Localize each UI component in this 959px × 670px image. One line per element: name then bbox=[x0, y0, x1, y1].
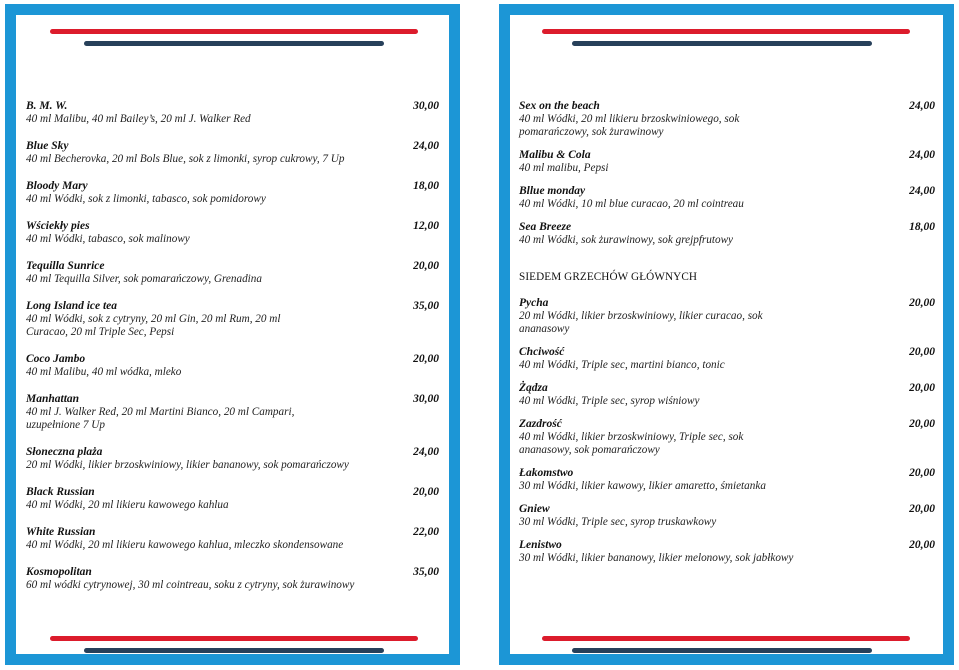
item-description: 40 ml J. Walker Red, 20 ml Martini Bianco, 20 ml Campari, uzupełnione 7 Up bbox=[26, 406, 295, 431]
item-name: Łakomstwo bbox=[519, 467, 574, 479]
item-name: White Russian bbox=[26, 526, 96, 538]
item-name: Blue Sky bbox=[26, 140, 69, 152]
menu-item bbox=[26, 566, 439, 592]
menu-item bbox=[519, 382, 935, 408]
item-price: 35,00 bbox=[413, 300, 439, 312]
menu-item bbox=[519, 297, 935, 336]
item-description: 40 ml malibu, Pepsi bbox=[519, 162, 609, 174]
item-price: 35,00 bbox=[413, 566, 439, 578]
menu-item bbox=[519, 503, 935, 529]
menu-item bbox=[26, 300, 439, 339]
item-description: 40 ml Wódki, tabasco, sok malinowy bbox=[26, 233, 190, 245]
menu-item bbox=[26, 526, 439, 552]
item-name: Zazdrość bbox=[519, 418, 562, 430]
item-description: 30 ml Wódki, Triple sec, syrop truskawkowy bbox=[519, 516, 717, 528]
item-description: 40 ml Wódki, sok żurawinowy, sok grejpfrutowy bbox=[519, 234, 734, 246]
item-price: 24,00 bbox=[413, 446, 439, 458]
section-title: SIEDEM GRZECHÓW GŁÓWNYCH bbox=[519, 271, 698, 283]
item-price: 20,00 bbox=[909, 346, 935, 358]
item-name: Żądza bbox=[519, 382, 548, 394]
item-name: Bloody Mary bbox=[26, 180, 88, 192]
red-stripe-bottom bbox=[542, 636, 910, 641]
item-price: 20,00 bbox=[413, 353, 439, 365]
menu-page-right bbox=[499, 4, 954, 665]
item-price: 24,00 bbox=[413, 140, 439, 152]
red-stripe-bottom bbox=[50, 636, 418, 641]
item-price: 20,00 bbox=[413, 260, 439, 272]
menu-item bbox=[26, 100, 439, 126]
item-price: 20,00 bbox=[909, 418, 935, 430]
item-price: 30,00 bbox=[413, 100, 439, 112]
item-price: 30,00 bbox=[413, 393, 439, 405]
item-name: Sea Breeze bbox=[519, 221, 572, 233]
menu-item bbox=[26, 260, 439, 286]
item-description: 20 ml Wódki, likier brzoskwiniowy, likier bananowy, sok pomarańczowy bbox=[26, 459, 349, 471]
item-description: 40 ml Wódki, 20 ml likieru kawowego kahlua, mleczko skondensowane bbox=[26, 539, 344, 551]
menu-item bbox=[26, 486, 439, 512]
item-price: 20,00 bbox=[413, 486, 439, 498]
item-price: 20,00 bbox=[909, 382, 935, 394]
menu-item bbox=[519, 467, 935, 493]
navy-stripe-top bbox=[84, 41, 384, 46]
navy-stripe-bottom bbox=[84, 648, 384, 653]
item-name: Chciwość bbox=[519, 346, 565, 358]
item-price: 22,00 bbox=[413, 526, 439, 538]
item-price: 20,00 bbox=[909, 467, 935, 479]
menu-item bbox=[519, 100, 935, 139]
item-description: 40 ml Wódki, sok z limonki, tabasco, sok pomidorowy bbox=[26, 193, 266, 205]
item-name: Tequilla Sunrice bbox=[26, 260, 105, 272]
menu-item bbox=[26, 180, 439, 206]
drink-list-left bbox=[26, 100, 439, 606]
item-name: Sex on the beach bbox=[519, 100, 600, 112]
item-description: 40 ml Wódki, Triple sec, syrop wiśniowy bbox=[519, 395, 700, 407]
menu-item bbox=[519, 185, 935, 211]
item-price: 20,00 bbox=[909, 539, 935, 551]
drink-list-right bbox=[519, 100, 935, 579]
red-stripe-top bbox=[50, 29, 418, 34]
red-stripe-top bbox=[542, 29, 910, 34]
menu-item bbox=[26, 393, 439, 432]
item-name: B. M. W. bbox=[26, 100, 68, 112]
item-description: 40 ml Malibu, 40 ml Bailey’s, 20 ml J. Walker Red bbox=[26, 113, 251, 125]
item-name: Manhattan bbox=[26, 393, 80, 405]
item-description: 40 ml Malibu, 40 ml wódka, mleko bbox=[26, 366, 182, 378]
item-price: 12,00 bbox=[413, 220, 439, 232]
item-description: 40 ml Wódki, Triple sec, martini bianco, tonic bbox=[519, 359, 725, 371]
navy-stripe-bottom bbox=[572, 648, 872, 653]
item-description: 40 ml Wódki, 10 ml blue curacao, 20 ml cointreau bbox=[519, 198, 744, 210]
item-description: 40 ml Becherovka, 20 ml Bols Blue, sok z limonki, syrop cukrowy, 7 Up bbox=[26, 153, 345, 165]
item-price: 20,00 bbox=[909, 503, 935, 515]
menu-item bbox=[519, 418, 935, 457]
menu-item bbox=[519, 346, 935, 372]
item-name: Black Russian bbox=[26, 486, 95, 498]
item-name: Gniew bbox=[519, 503, 550, 515]
item-price: 24,00 bbox=[909, 149, 935, 161]
item-price: 18,00 bbox=[909, 221, 935, 233]
item-name: Lenistwo bbox=[519, 539, 562, 551]
menu-item bbox=[519, 539, 935, 565]
item-description: 20 ml Wódki, likier brzoskwiniowy, likier curacao, sok ananasowy bbox=[519, 310, 763, 335]
item-price: 24,00 bbox=[909, 185, 935, 197]
menu-item bbox=[519, 149, 935, 175]
item-name: Bllue monday bbox=[519, 185, 586, 197]
item-description: 40 ml Wódki, 20 ml likieru kawowego kahlua bbox=[26, 499, 229, 511]
item-name: Słoneczna plaża bbox=[26, 446, 103, 458]
item-name: Pycha bbox=[519, 297, 549, 309]
item-name: Kosmopolitan bbox=[26, 566, 92, 578]
item-description: 40 ml Wódki, sok z cytryny, 20 ml Gin, 20 ml Rum, 20 ml Curacao, 20 ml Triple Sec, Pepsi bbox=[26, 313, 281, 338]
menu-page-left bbox=[5, 4, 460, 665]
item-price: 18,00 bbox=[413, 180, 439, 192]
item-description: 40 ml Wódki, 20 ml likieru brzoskwiniowego, sok pomarańczowy, sok żurawinowy bbox=[519, 113, 740, 138]
item-price: 24,00 bbox=[909, 100, 935, 112]
item-description: 60 ml wódki cytrynowej, 30 ml cointreau, soku z cytryny, sok żurawinowy bbox=[26, 579, 355, 591]
menu-item bbox=[26, 220, 439, 246]
item-description: 40 ml Tequilla Silver, sok pomarańczowy, Grenadina bbox=[26, 273, 262, 285]
menu-item bbox=[26, 446, 439, 472]
menu-item bbox=[519, 221, 935, 247]
item-description: 40 ml Wódki, likier brzoskwiniowy, Triple sec, sok ananasowy, sok pomarańczowy bbox=[519, 431, 744, 456]
navy-stripe-top bbox=[572, 41, 872, 46]
item-description: 30 ml Wódki, likier bananowy, likier melonowy, sok jabłkowy bbox=[519, 552, 794, 564]
item-name: Wściekły pies bbox=[26, 220, 90, 232]
item-price: 20,00 bbox=[909, 297, 935, 309]
item-name: Malibu & Cola bbox=[519, 149, 591, 161]
item-name: Coco Jambo bbox=[26, 353, 86, 365]
menu-item bbox=[26, 140, 439, 166]
item-name: Long Island ice tea bbox=[26, 300, 118, 312]
item-description: 30 ml Wódki, likier kawowy, likier amaretto, śmietanka bbox=[519, 480, 766, 492]
menu-item bbox=[26, 353, 439, 379]
